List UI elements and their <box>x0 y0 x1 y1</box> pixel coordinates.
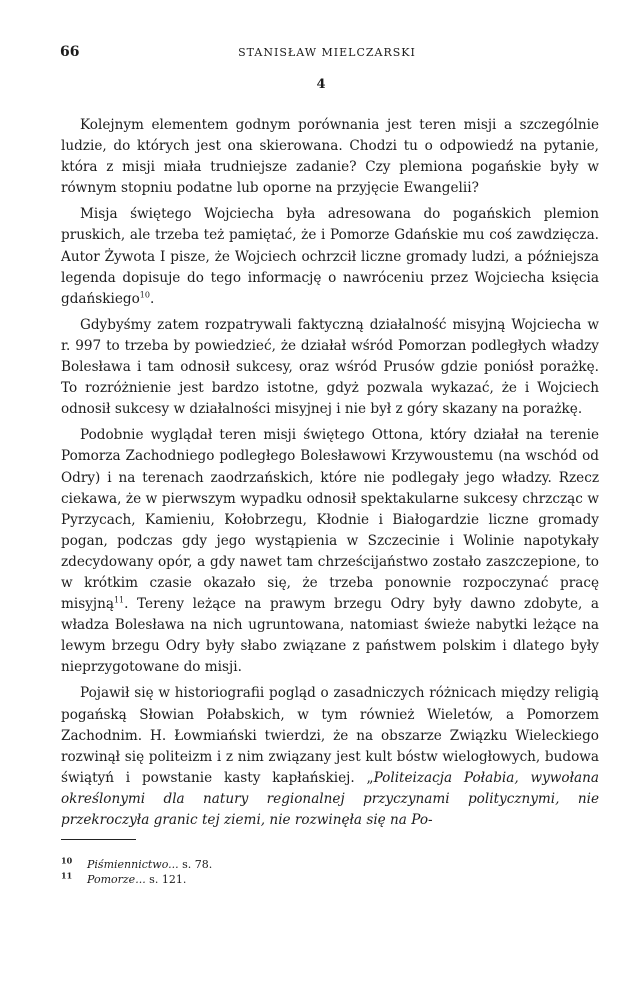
footnote-ref: 10 <box>139 290 150 300</box>
paragraph-text: Kolejnym elementem godnym porównania jest teren misji a szczególnie ludzie, do których jest ona skierowana. Chodzi tu o odpowiedź na pytanie, która z misji miała trudniejsze zadanie? Czy plemiona pogańskie były w równym stopniu podatne lub oporne na przyjęcie Ewangelii? <box>61 117 599 197</box>
paragraph-text: Pojawił się w historiografii pogląd o zasadniczych różnicach między religią pogańską Słowian Połabskich, w tym również Wieletów, a Pomorzem Zachodnim. H. Łowmiański twierdzi, że na obszarze Związku Wieleckiego rozwinął się politeizm i z nim związany jest kult bóstw wielogłowych, budowa świątyń i powstanie kasty kapłańskiej. „ <box>61 685 599 786</box>
paragraph-text: Podobnie wyglądał teren misji świętego Ottona, który działał na terenie Pomorza Zachodniego podległego Bolesławowi Krzywoustemu (na wschód od Odry) i na terenach zaodrzańskich, które nie podlegały jego władzy. Rzecz ciekawa, że w pierwszym wypadku odnosił spektakularne sukcesy chrzcząc w Pyrzycach, Kamieniu, Kołobrzegu, Kłodnie i Białogardzie liczne gromady pogan, podczas gdy jego wystąpienia w Szczecinie i Wolinie napotykały zdecydowany opór, a gdy nawet tam chrześcijaństwo zostało zaszczepione, to w krótkim czasie okazało się, że trzeba ponownie rozpoczynać pracę misyjną <box>61 427 599 613</box>
footnote-title: Piśmiennictwo... <box>87 858 179 871</box>
footnote-pages: s. 78. <box>178 858 213 871</box>
paragraph <box>61 115 599 199</box>
paragraph-text: Gdybyśmy zatem rozpatrywali faktyczną działalność misyjną Wojciecha w r. 997 to trzeba by powiedzieć, że działał wśród Pomorzan podległych władzy Bolesława i tam odnosił sukcesy, oraz wśród Prusów gdzie poniósł porażkę. To rozróżnienie jest bardzo istotne, gdyż pozwala wykazać, że i Wojciech odnosił sukcesy w działalności misyjnej i nie był z góry skazany na porażkę. <box>61 316 599 418</box>
paragraph <box>61 315 599 420</box>
footnote-title: Pomorze... <box>87 873 146 886</box>
footnotes <box>61 857 212 887</box>
footnote <box>61 872 212 887</box>
footnote-pages: s. 121. <box>145 873 187 886</box>
paragraph <box>61 683 599 831</box>
page-number: 66 <box>60 44 80 60</box>
paragraph-text: Misja świętego Wojciecha była adresowana do pogańskich plemion pruskich, ale trzeba też pamiętać, że i Pomorze Gdańskie mu coś zawdzięcza. Autor Żywota I pisze, że Wojciech ochrzcił liczne gromady ludzi, a późniejsza legenda dopisuje do tego informację o nawróceniu przez Wojciecha księcia gdańskiego <box>61 206 599 307</box>
body-text <box>61 115 599 831</box>
section-number: 4 <box>316 77 326 92</box>
paragraph-text: . Tereny leżące na prawym brzegu Odry były dawno zdobyte, a władza Bolesława na nich ugruntowana, natomiast świeże nabytki leżące na lewym brzegu Odry były słabo związane z państwem polskim i dlatego były nieprzygotowane do misji. <box>61 596 599 676</box>
footnote <box>61 857 212 872</box>
quotation-italic: Politeizacja Połabia, wywołana określonymi dla natury regionalnej przyczynami politycznymi, nie przekroczyła granic tej ziemi, nie rozwinęła się na Po- <box>61 769 599 828</box>
footnote-number: 11 <box>61 870 73 881</box>
footnote-divider <box>61 839 136 840</box>
paragraph <box>61 425 599 678</box>
paragraph-text: . <box>149 290 155 307</box>
running-head: STANISŁAW MIELCZARSKI <box>238 46 416 59</box>
paragraph <box>61 204 599 309</box>
footnote-ref: 11 <box>113 595 125 605</box>
page-header <box>60 44 594 64</box>
footnote-number: 10 <box>61 855 73 866</box>
